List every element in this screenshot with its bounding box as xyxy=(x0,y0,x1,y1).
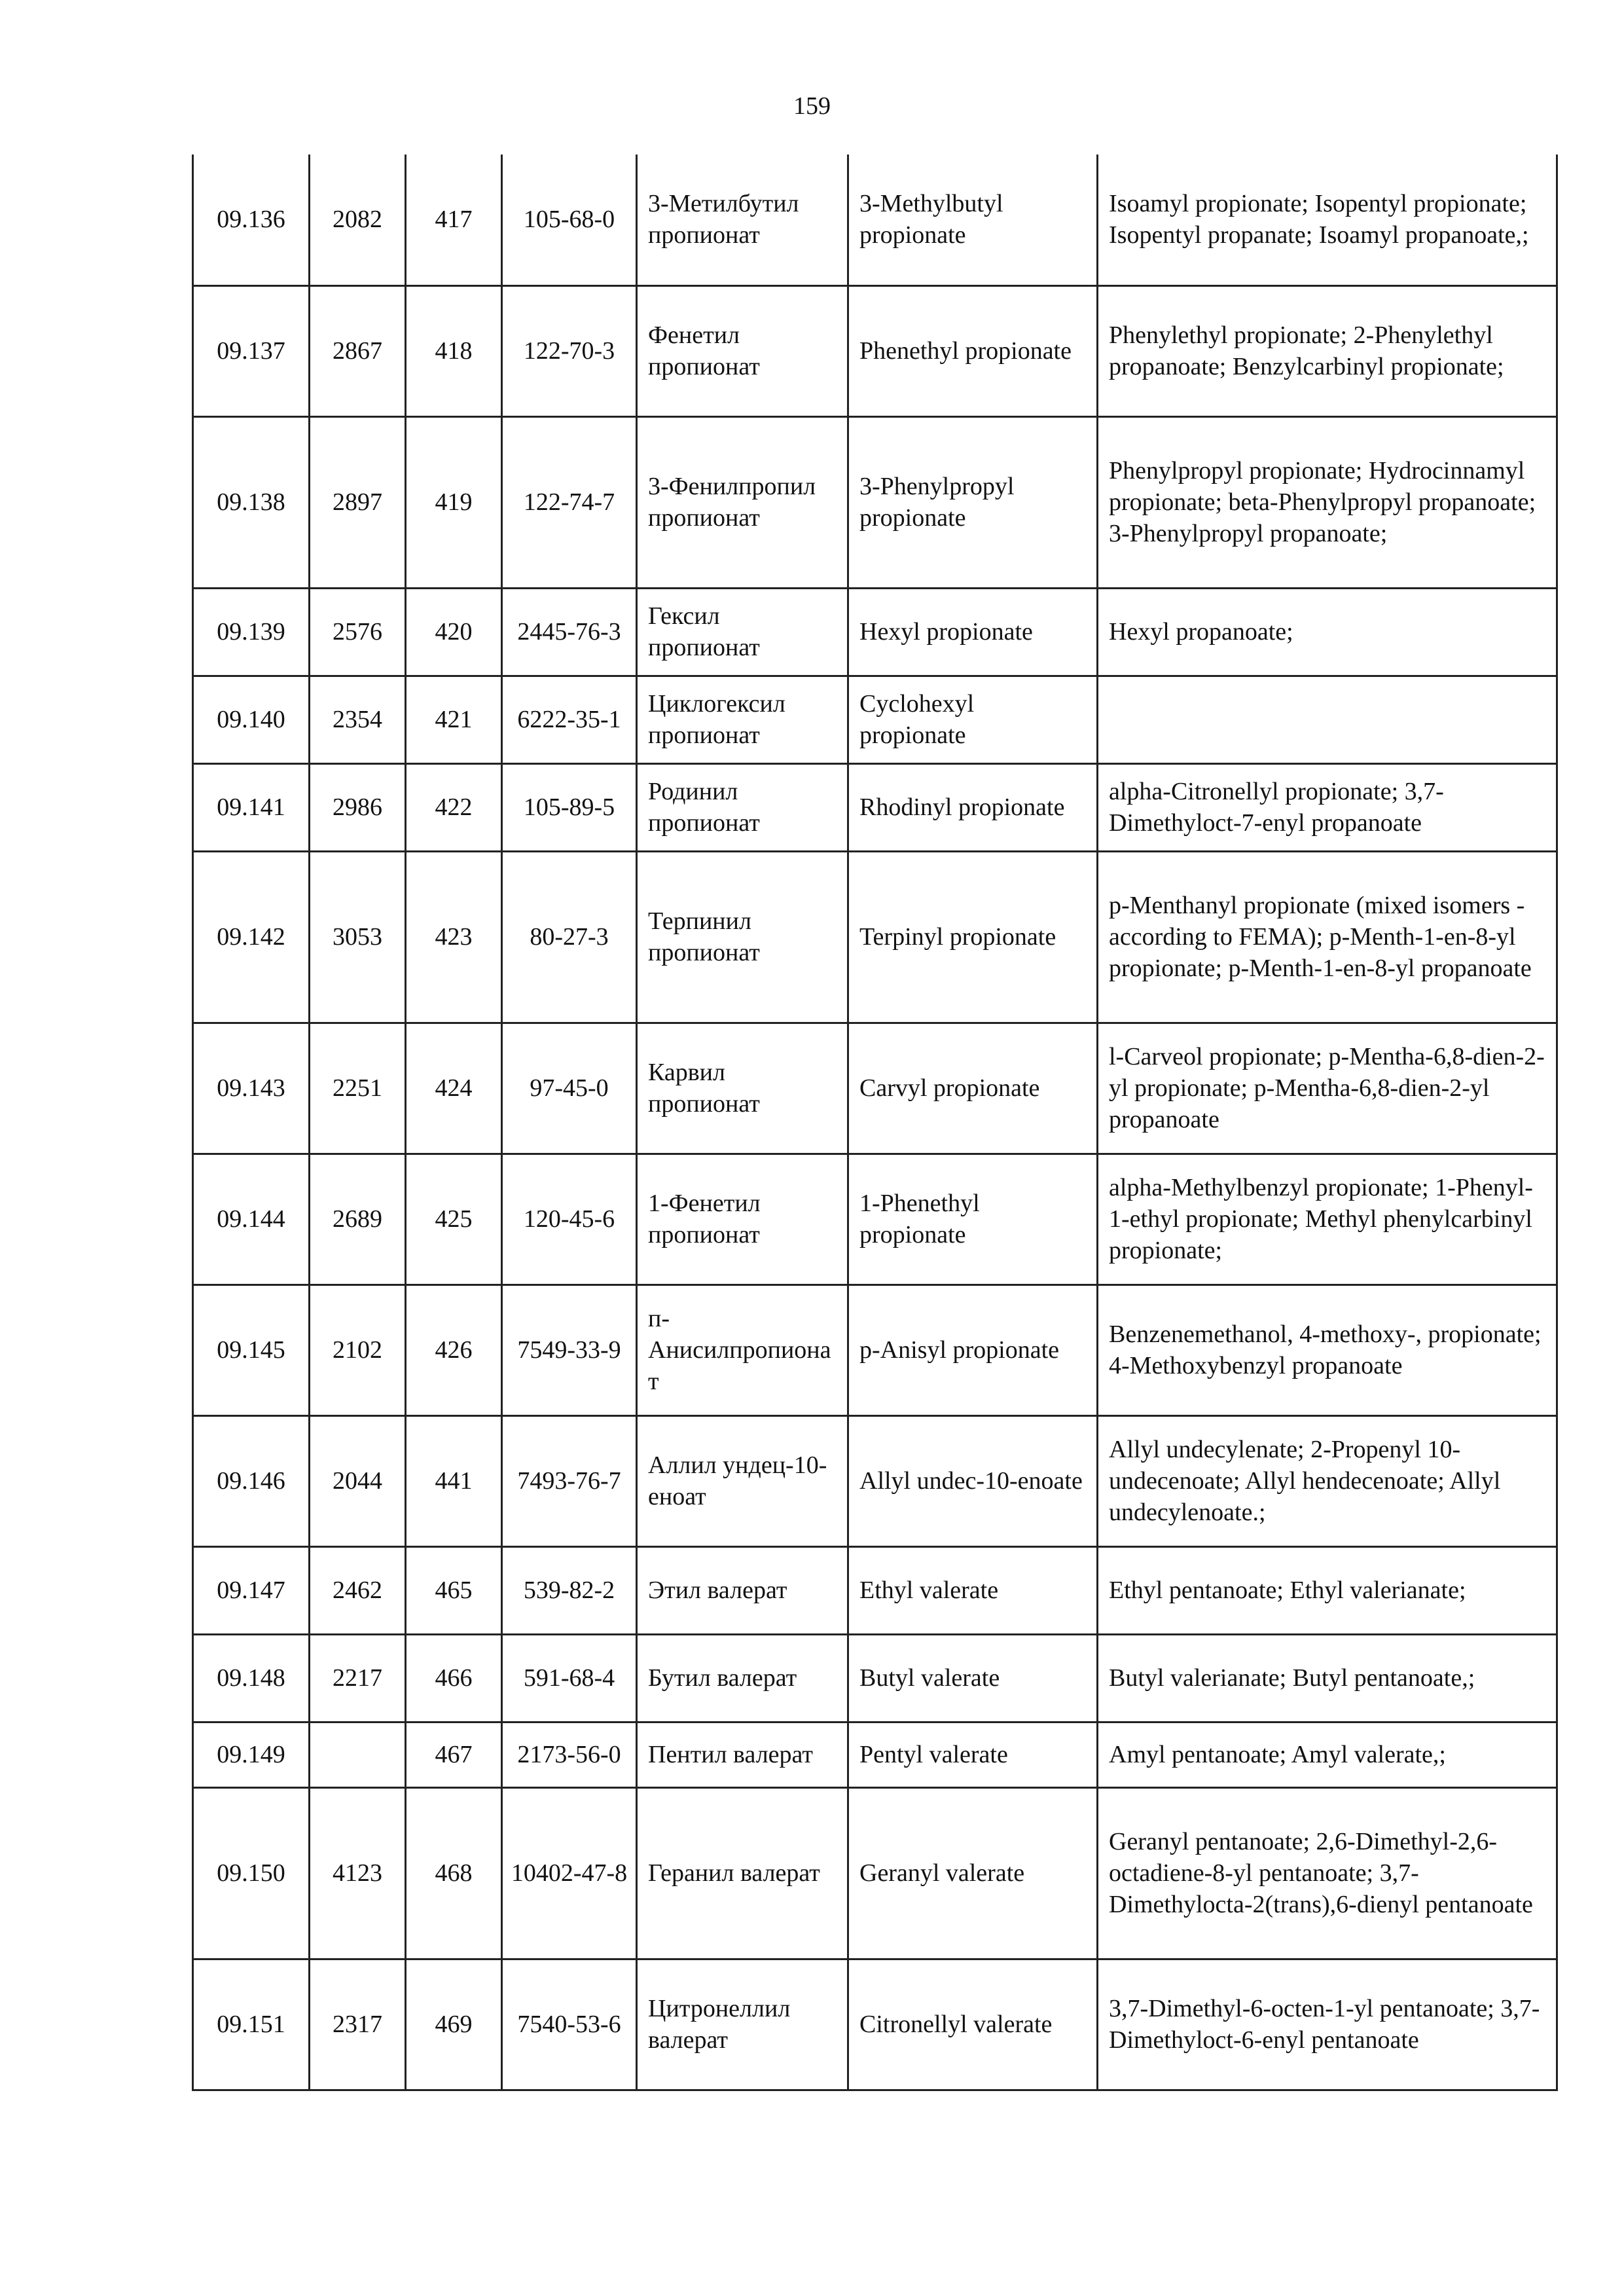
cell-name-russian: Фенетил пропионат xyxy=(637,285,848,416)
table-row xyxy=(193,1415,1557,1546)
cell-name-russian: Родинил пропионат xyxy=(637,763,848,851)
cell-cas-number: 7540-53-6 xyxy=(502,1959,637,2090)
cell-synonyms: Allyl undecylenate; 2-Propenyl 10-undecenoate; Allyl hendecenoate; Allyl undecylenoate.; xyxy=(1098,1415,1557,1546)
cell-synonyms: Hexyl propanoate; xyxy=(1098,588,1557,676)
table-row xyxy=(193,676,1557,763)
cell-coe-number: 441 xyxy=(406,1415,502,1546)
cell-coe-number: 420 xyxy=(406,588,502,676)
cell-name-english: Carvyl propionate xyxy=(848,1023,1098,1154)
cell-name-english: Cyclohexyl propionate xyxy=(848,676,1098,763)
cell-coe-number: 421 xyxy=(406,676,502,763)
cell-name-russian: Бутил валерат xyxy=(637,1634,848,1722)
cell-fema-number xyxy=(310,1722,406,1787)
cell-number: 09.141 xyxy=(193,763,310,851)
cell-fema-number: 3053 xyxy=(310,851,406,1023)
table-row xyxy=(193,1722,1557,1787)
cell-cas-number: 122-74-7 xyxy=(502,416,637,588)
cell-coe-number: 419 xyxy=(406,416,502,588)
cell-number: 09.136 xyxy=(193,155,310,285)
cell-fema-number: 2689 xyxy=(310,1154,406,1285)
table-row xyxy=(193,763,1557,851)
flavouring-substances-table xyxy=(192,155,1558,2091)
cell-synonyms: Phenylpropyl propionate; Hydrocinnamyl propionate; beta-Phenylpropyl propanoate; 3-Phenylpropyl propanoate; xyxy=(1098,416,1557,588)
cell-cas-number: 120-45-6 xyxy=(502,1154,637,1285)
cell-cas-number: 97-45-0 xyxy=(502,1023,637,1154)
cell-synonyms xyxy=(1098,676,1557,763)
cell-synonyms: alpha-Citronellyl propionate; 3,7-Dimethyloct-7-enyl propanoate xyxy=(1098,763,1557,851)
cell-name-russian: Цитронеллил валерат xyxy=(637,1959,848,2090)
cell-number: 09.149 xyxy=(193,1722,310,1787)
cell-synonyms: Geranyl pentanoate; 2,6-Dimethyl-2,6-octadiene-8-yl pentanoate; 3,7-Dimethylocta-2(trans),6-dienyl pentanoate xyxy=(1098,1787,1557,1959)
cell-fema-number: 2044 xyxy=(310,1415,406,1546)
table-row xyxy=(193,1787,1557,1959)
cell-name-english: 1-Phenethyl propionate xyxy=(848,1154,1098,1285)
cell-fema-number: 2576 xyxy=(310,588,406,676)
cell-cas-number: 6222-35-1 xyxy=(502,676,637,763)
cell-cas-number: 7493-76-7 xyxy=(502,1415,637,1546)
cell-number: 09.148 xyxy=(193,1634,310,1722)
cell-name-english: Ethyl valerate xyxy=(848,1546,1098,1634)
table-body xyxy=(193,155,1557,2090)
table-row xyxy=(193,1634,1557,1722)
table-row xyxy=(193,155,1557,285)
cell-synonyms: Phenylethyl propionate; 2-Phenylethyl propanoate; Benzylcarbinyl propionate; xyxy=(1098,285,1557,416)
cell-name-english: Hexyl propionate xyxy=(848,588,1098,676)
cell-coe-number: 424 xyxy=(406,1023,502,1154)
cell-name-english: 3-Methylbutyl propionate xyxy=(848,155,1098,285)
cell-name-russian: Циклогексил пропионат xyxy=(637,676,848,763)
cell-synonyms: Benzenemethanol, 4-methoxy-, propionate; 4-Methoxybenzyl propanoate xyxy=(1098,1285,1557,1415)
cell-coe-number: 425 xyxy=(406,1154,502,1285)
cell-fema-number: 2082 xyxy=(310,155,406,285)
cell-number: 09.150 xyxy=(193,1787,310,1959)
cell-name-english: Citronellyl valerate xyxy=(848,1959,1098,2090)
table-row xyxy=(193,1023,1557,1154)
cell-name-english: Rhodinyl propionate xyxy=(848,763,1098,851)
cell-number: 09.139 xyxy=(193,588,310,676)
cell-name-english: Phenethyl propionate xyxy=(848,285,1098,416)
cell-name-russian: Терпинил пропионат xyxy=(637,851,848,1023)
cell-name-russian: Пентил валерат xyxy=(637,1722,848,1787)
cell-coe-number: 422 xyxy=(406,763,502,851)
cell-synonyms: p-Menthanyl propionate (mixed isomers - according to FEMA); p-Menth-1-en-8-yl propionate; p-Menth-1-en-8-yl propanoate xyxy=(1098,851,1557,1023)
cell-name-russian: Геранил валерат xyxy=(637,1787,848,1959)
cell-coe-number: 417 xyxy=(406,155,502,285)
table-row xyxy=(193,588,1557,676)
cell-synonyms: l-Carveol propionate; p-Mentha-6,8-dien-2-yl propionate; p-Mentha-6,8-dien-2-yl propanoate xyxy=(1098,1023,1557,1154)
cell-number: 09.151 xyxy=(193,1959,310,2090)
table-row xyxy=(193,416,1557,588)
cell-name-russian: п-Анисилпропионат xyxy=(637,1285,848,1415)
cell-cas-number: 10402-47-8 xyxy=(502,1787,637,1959)
cell-coe-number: 467 xyxy=(406,1722,502,1787)
cell-number: 09.145 xyxy=(193,1285,310,1415)
cell-name-english: Terpinyl propionate xyxy=(848,851,1098,1023)
cell-fema-number: 2867 xyxy=(310,285,406,416)
cell-coe-number: 423 xyxy=(406,851,502,1023)
table-row xyxy=(193,285,1557,416)
cell-cas-number: 2173-56-0 xyxy=(502,1722,637,1787)
cell-number: 09.143 xyxy=(193,1023,310,1154)
cell-coe-number: 418 xyxy=(406,285,502,416)
cell-coe-number: 465 xyxy=(406,1546,502,1634)
table-row xyxy=(193,1959,1557,2090)
cell-name-english: Butyl valerate xyxy=(848,1634,1098,1722)
table-row xyxy=(193,1546,1557,1634)
cell-fema-number: 2354 xyxy=(310,676,406,763)
cell-number: 09.144 xyxy=(193,1154,310,1285)
cell-name-english: Allyl undec-10-enoate xyxy=(848,1415,1098,1546)
cell-number: 09.147 xyxy=(193,1546,310,1634)
cell-fema-number: 4123 xyxy=(310,1787,406,1959)
cell-number: 09.138 xyxy=(193,416,310,588)
cell-cas-number: 122-70-3 xyxy=(502,285,637,416)
cell-name-russian: 1-Фенетил пропионат xyxy=(637,1154,848,1285)
cell-name-english: p-Anisyl propionate xyxy=(848,1285,1098,1415)
cell-cas-number: 539-82-2 xyxy=(502,1546,637,1634)
cell-number: 09.140 xyxy=(193,676,310,763)
cell-name-english: Pentyl valerate xyxy=(848,1722,1098,1787)
cell-synonyms: Amyl pentanoate; Amyl valerate,; xyxy=(1098,1722,1557,1787)
cell-cas-number: 105-89-5 xyxy=(502,763,637,851)
substance-table-frame xyxy=(192,155,1556,2091)
cell-number: 09.137 xyxy=(193,285,310,416)
cell-name-english: 3-Phenylpropyl propionate xyxy=(848,416,1098,588)
page-number: 159 xyxy=(793,92,831,120)
cell-synonyms: Butyl valerianate; Butyl pentanoate,; xyxy=(1098,1634,1557,1722)
cell-cas-number: 80-27-3 xyxy=(502,851,637,1023)
cell-cas-number: 105-68-0 xyxy=(502,155,637,285)
cell-name-russian: Карвил пропионат xyxy=(637,1023,848,1154)
cell-number: 09.146 xyxy=(193,1415,310,1546)
cell-fema-number: 2102 xyxy=(310,1285,406,1415)
cell-name-russian: 3-Метилбутил пропионат xyxy=(637,155,848,285)
table-row xyxy=(193,1285,1557,1415)
cell-synonyms: alpha-Methylbenzyl propionate; 1-Phenyl-1-ethyl propionate; Methyl phenylcarbinyl propionate; xyxy=(1098,1154,1557,1285)
cell-coe-number: 469 xyxy=(406,1959,502,2090)
table-row xyxy=(193,851,1557,1023)
cell-fema-number: 2986 xyxy=(310,763,406,851)
cell-name-russian: Гексил пропионат xyxy=(637,588,848,676)
cell-name-russian: Этил валерат xyxy=(637,1546,848,1634)
cell-fema-number: 2462 xyxy=(310,1546,406,1634)
cell-fema-number: 2317 xyxy=(310,1959,406,2090)
cell-fema-number: 2217 xyxy=(310,1634,406,1722)
table-row xyxy=(193,1154,1557,1285)
cell-cas-number: 7549-33-9 xyxy=(502,1285,637,1415)
cell-coe-number: 466 xyxy=(406,1634,502,1722)
cell-cas-number: 2445-76-3 xyxy=(502,588,637,676)
cell-synonyms: 3,7-Dimethyl-6-octen-1-yl pentanoate; 3,7-Dimethyloct-6-enyl pentanoate xyxy=(1098,1959,1557,2090)
cell-coe-number: 468 xyxy=(406,1787,502,1959)
cell-cas-number: 591-68-4 xyxy=(502,1634,637,1722)
cell-coe-number: 426 xyxy=(406,1285,502,1415)
cell-name-english: Geranyl valerate xyxy=(848,1787,1098,1959)
cell-synonyms: Ethyl pentanoate; Ethyl valerianate; xyxy=(1098,1546,1557,1634)
cell-synonyms: Isoamyl propionate; Isopentyl propionate; Isopentyl propanate; Isoamyl propanoate,; xyxy=(1098,155,1557,285)
cell-fema-number: 2897 xyxy=(310,416,406,588)
cell-number: 09.142 xyxy=(193,851,310,1023)
cell-name-russian: Аллил ундец-10-еноат xyxy=(637,1415,848,1546)
cell-name-russian: 3-Фенилпропил пропионат xyxy=(637,416,848,588)
cell-fema-number: 2251 xyxy=(310,1023,406,1154)
